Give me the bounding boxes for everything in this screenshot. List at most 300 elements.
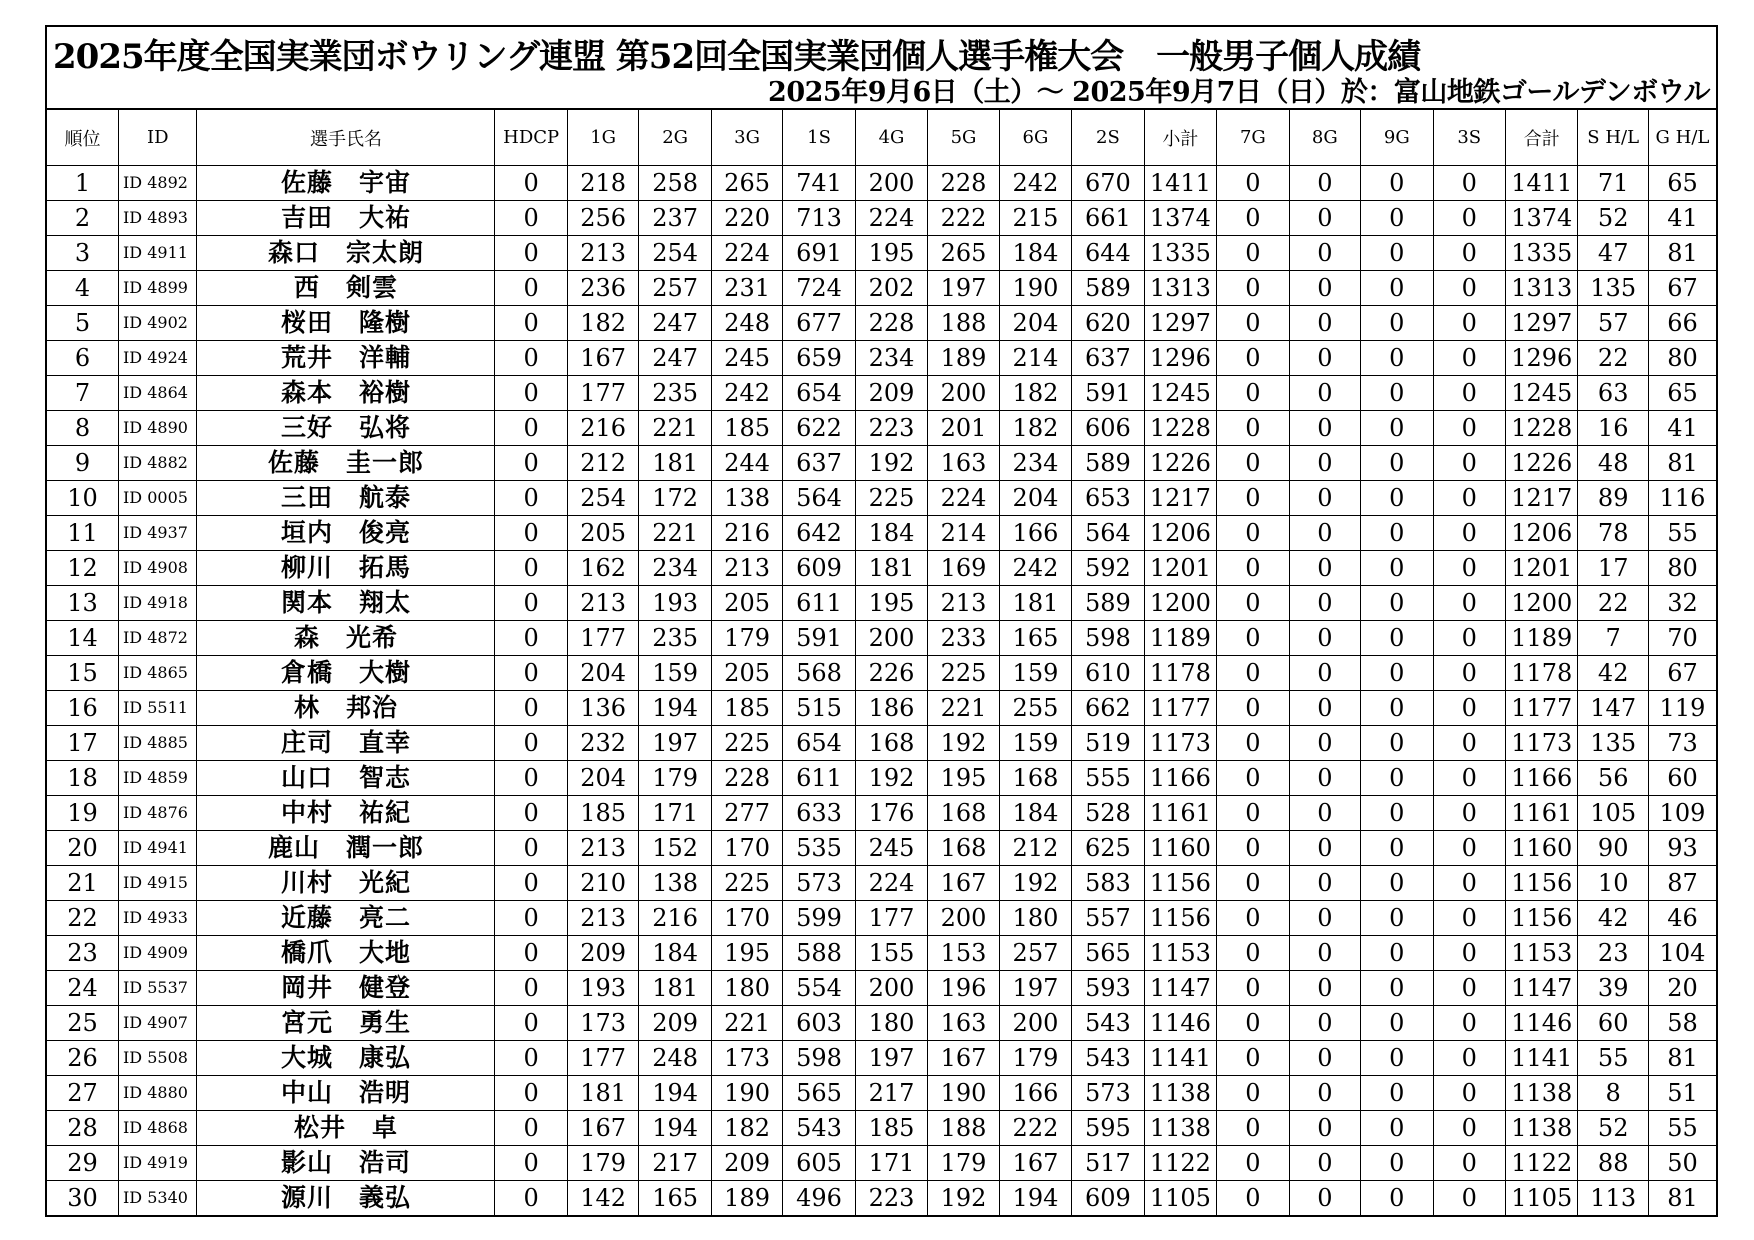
score-cell: 591	[1072, 376, 1144, 411]
score-cell: 153	[928, 936, 999, 971]
score-cell: 606	[1072, 411, 1144, 446]
score-cell: 654	[783, 376, 855, 411]
score-cell: 223	[855, 411, 927, 446]
score-cell: 1178	[1144, 656, 1216, 691]
score-cell: 0	[495, 621, 567, 656]
score-cell: 0	[1289, 761, 1360, 796]
score-cell: 214	[999, 341, 1071, 376]
score-cell: 0	[1217, 866, 1289, 901]
score-cell: 0	[1217, 586, 1289, 621]
score-cell: 142	[567, 1181, 638, 1217]
score-cell: 185	[711, 691, 782, 726]
score-cell: 1166	[1144, 761, 1216, 796]
score-cell: 0	[495, 831, 567, 866]
score-cell: 0	[1361, 656, 1433, 691]
score-cell: 41	[1648, 411, 1717, 446]
score-cell: 189	[928, 341, 999, 376]
rank-cell: 2	[46, 201, 118, 236]
score-cell: 216	[639, 901, 711, 936]
score-cell: 1156	[1144, 866, 1216, 901]
player-name-cell: 山口 智志	[197, 761, 495, 796]
score-cell: 1245	[1506, 376, 1578, 411]
score-cell: 185	[711, 411, 782, 446]
score-cell: 1156	[1506, 866, 1578, 901]
score-cell: 670	[1072, 166, 1144, 201]
score-cell: 81	[1648, 1181, 1717, 1217]
score-cell: 135	[1578, 271, 1648, 306]
score-cell: 0	[495, 446, 567, 481]
score-cell: 0	[495, 376, 567, 411]
score-cell: 136	[567, 691, 638, 726]
page-title: 2025年度全国実業団ボウリング連盟 第52回全国実業団個人選手権大会 一般男子個人成績	[53, 37, 1421, 77]
score-cell: 0	[1217, 236, 1289, 271]
score-cell: 135	[1578, 726, 1648, 761]
score-cell: 228	[855, 306, 927, 341]
table-row	[46, 516, 1717, 551]
score-cell: 1161	[1506, 796, 1578, 831]
score-cell: 0	[1361, 306, 1433, 341]
score-cell: 201	[928, 411, 999, 446]
score-cell: 1189	[1144, 621, 1216, 656]
score-cell: 73	[1648, 726, 1717, 761]
score-cell: 193	[567, 971, 638, 1006]
score-cell: 1147	[1506, 971, 1578, 1006]
header-box	[45, 25, 1718, 108]
score-cell: 213	[711, 551, 782, 586]
score-cell: 235	[639, 376, 711, 411]
score-cell: 0	[1289, 201, 1360, 236]
score-cell: 1411	[1506, 166, 1578, 201]
score-cell: 0	[1217, 166, 1289, 201]
score-cell: 195	[855, 236, 927, 271]
score-cell: 181	[567, 1076, 638, 1111]
score-cell: 67	[1648, 271, 1717, 306]
score-cell: 176	[855, 796, 927, 831]
score-cell: 233	[928, 621, 999, 656]
score-cell: 167	[928, 1041, 999, 1076]
score-cell: 677	[783, 306, 855, 341]
player-id-cell: ID 4864	[118, 376, 197, 411]
score-cell: 163	[928, 1006, 999, 1041]
score-cell: 181	[639, 971, 711, 1006]
score-cell: 535	[783, 831, 855, 866]
score-cell: 0	[1433, 831, 1505, 866]
score-cell: 165	[639, 1181, 711, 1217]
score-cell: 1297	[1144, 306, 1216, 341]
score-cell: 515	[783, 691, 855, 726]
score-cell: 105	[1578, 796, 1648, 831]
score-cell: 1156	[1506, 901, 1578, 936]
score-cell: 194	[639, 1076, 711, 1111]
score-cell: 0	[1433, 1041, 1505, 1076]
score-cell: 0	[495, 411, 567, 446]
score-cell: 212	[567, 446, 638, 481]
player-name-cell: 関本 翔太	[197, 586, 495, 621]
score-cell: 52	[1578, 1111, 1648, 1146]
score-cell: 50	[1648, 1146, 1717, 1181]
score-cell: 0	[1433, 516, 1505, 551]
score-cell: 528	[1072, 796, 1144, 831]
player-id-cell: ID 4937	[118, 516, 197, 551]
score-cell: 0	[1289, 1076, 1360, 1111]
score-cell: 573	[783, 866, 855, 901]
score-cell: 181	[855, 551, 927, 586]
score-cell: 10	[1578, 866, 1648, 901]
score-cell: 0	[495, 271, 567, 306]
score-cell: 248	[711, 306, 782, 341]
score-cell: 1105	[1506, 1181, 1578, 1217]
player-name-cell: 大城 康弘	[197, 1041, 495, 1076]
score-cell: 180	[711, 971, 782, 1006]
score-cell: 0	[1433, 201, 1505, 236]
player-name-cell: 森 光希	[197, 621, 495, 656]
score-cell: 0	[1289, 936, 1360, 971]
table-row	[46, 586, 1717, 621]
score-cell: 564	[1072, 516, 1144, 551]
column-header: 9G	[1361, 109, 1433, 166]
player-id-cell: ID 4890	[118, 411, 197, 446]
score-cell: 0	[1433, 901, 1505, 936]
score-cell: 205	[711, 586, 782, 621]
score-cell: 0	[1289, 831, 1360, 866]
table-row	[46, 726, 1717, 761]
score-cell: 1411	[1144, 166, 1216, 201]
score-cell: 39	[1578, 971, 1648, 1006]
score-cell: 1147	[1144, 971, 1216, 1006]
score-cell: 554	[783, 971, 855, 1006]
score-cell: 232	[567, 726, 638, 761]
score-cell: 0	[1433, 866, 1505, 901]
score-cell: 0	[1217, 446, 1289, 481]
score-cell: 213	[567, 236, 638, 271]
score-cell: 116	[1648, 481, 1717, 516]
rank-cell: 29	[46, 1146, 118, 1181]
player-name-cell: 松井 卓	[197, 1111, 495, 1146]
player-name-cell: 桜田 隆樹	[197, 306, 495, 341]
score-cell: 1217	[1144, 481, 1216, 516]
score-cell: 213	[567, 586, 638, 621]
score-cell: 0	[1433, 761, 1505, 796]
score-cell: 234	[855, 341, 927, 376]
score-cell: 0	[1289, 1111, 1360, 1146]
score-cell: 0	[1433, 376, 1505, 411]
score-cell: 168	[855, 726, 927, 761]
score-cell: 65	[1648, 166, 1717, 201]
score-cell: 1177	[1144, 691, 1216, 726]
table-row	[46, 376, 1717, 411]
score-cell: 0	[1217, 516, 1289, 551]
score-cell: 595	[1072, 1111, 1144, 1146]
score-cell: 605	[783, 1146, 855, 1181]
score-cell: 0	[1361, 236, 1433, 271]
rank-cell: 12	[46, 551, 118, 586]
score-cell: 609	[783, 551, 855, 586]
player-id-cell: ID 4892	[118, 166, 197, 201]
score-cell: 202	[855, 271, 927, 306]
score-cell: 0	[1217, 1041, 1289, 1076]
score-cell: 71	[1578, 166, 1648, 201]
score-cell: 190	[999, 271, 1071, 306]
rank-cell: 14	[46, 621, 118, 656]
score-cell: 0	[495, 1146, 567, 1181]
score-cell: 192	[928, 726, 999, 761]
score-cell: 220	[711, 201, 782, 236]
player-id-cell: ID 4872	[118, 621, 197, 656]
score-cell: 0	[495, 306, 567, 341]
score-cell: 593	[1072, 971, 1144, 1006]
column-header: 順位	[46, 109, 118, 166]
rank-cell: 3	[46, 236, 118, 271]
score-cell: 152	[639, 831, 711, 866]
score-cell: 1122	[1506, 1146, 1578, 1181]
score-cell: 65	[1648, 376, 1717, 411]
score-cell: 609	[1072, 1181, 1144, 1217]
score-cell: 598	[1072, 621, 1144, 656]
score-cell: 0	[1433, 726, 1505, 761]
score-cell: 0	[1217, 796, 1289, 831]
player-id-cell: ID 5340	[118, 1181, 197, 1217]
score-cell: 0	[495, 481, 567, 516]
column-header: 選手氏名	[197, 109, 495, 166]
score-cell: 179	[567, 1146, 638, 1181]
score-cell: 88	[1578, 1146, 1648, 1181]
score-cell: 0	[1361, 1076, 1433, 1111]
score-cell: 197	[639, 726, 711, 761]
score-cell: 611	[783, 586, 855, 621]
score-cell: 200	[855, 621, 927, 656]
score-cell: 543	[783, 1111, 855, 1146]
score-cell: 0	[1433, 341, 1505, 376]
score-cell: 0	[495, 236, 567, 271]
score-cell: 184	[855, 516, 927, 551]
player-id-cell: ID 5537	[118, 971, 197, 1006]
score-cell: 225	[711, 866, 782, 901]
score-cell: 1177	[1506, 691, 1578, 726]
player-name-cell: 庄司 直幸	[197, 726, 495, 761]
score-cell: 565	[1072, 936, 1144, 971]
score-cell: 0	[1433, 936, 1505, 971]
score-cell: 653	[1072, 481, 1144, 516]
score-cell: 119	[1648, 691, 1717, 726]
score-cell: 0	[1433, 1111, 1505, 1146]
score-cell: 217	[855, 1076, 927, 1111]
score-cell: 213	[567, 901, 638, 936]
player-id-cell: ID 4908	[118, 551, 197, 586]
score-cell: 1178	[1506, 656, 1578, 691]
score-cell: 162	[567, 551, 638, 586]
table-row	[46, 1146, 1717, 1181]
score-cell: 0	[1289, 411, 1360, 446]
score-cell: 0	[1433, 691, 1505, 726]
rank-cell: 8	[46, 411, 118, 446]
player-name-cell: 三田 航泰	[197, 481, 495, 516]
score-cell: 0	[1217, 831, 1289, 866]
score-cell: 1138	[1506, 1111, 1578, 1146]
table-row	[46, 936, 1717, 971]
score-cell: 1206	[1506, 516, 1578, 551]
player-id-cell: ID 4876	[118, 796, 197, 831]
player-name-cell: 西 剣雲	[197, 271, 495, 306]
score-cell: 66	[1648, 306, 1717, 341]
score-cell: 216	[711, 516, 782, 551]
table-row	[46, 341, 1717, 376]
score-cell: 0	[1433, 236, 1505, 271]
player-id-cell: ID 4924	[118, 341, 197, 376]
score-cell: 55	[1578, 1041, 1648, 1076]
score-cell: 204	[999, 481, 1071, 516]
score-cell: 1206	[1144, 516, 1216, 551]
player-id-cell: ID 0005	[118, 481, 197, 516]
score-cell: 0	[495, 1076, 567, 1111]
score-cell: 0	[1361, 411, 1433, 446]
table-row	[46, 1111, 1717, 1146]
score-cell: 0	[495, 761, 567, 796]
score-cell: 0	[1217, 271, 1289, 306]
score-cell: 0	[495, 166, 567, 201]
score-cell: 55	[1648, 1111, 1717, 1146]
score-cell: 1166	[1506, 761, 1578, 796]
table-row	[46, 411, 1717, 446]
score-cell: 622	[783, 411, 855, 446]
score-cell: 0	[1217, 936, 1289, 971]
score-cell: 167	[567, 1111, 638, 1146]
score-cell: 22	[1578, 586, 1648, 621]
score-cell: 254	[567, 481, 638, 516]
score-cell: 633	[783, 796, 855, 831]
score-cell: 0	[1289, 866, 1360, 901]
score-cell: 212	[999, 831, 1071, 866]
rank-cell: 20	[46, 831, 118, 866]
score-cell: 93	[1648, 831, 1717, 866]
score-cell: 588	[783, 936, 855, 971]
player-id-cell: ID 4919	[118, 1146, 197, 1181]
score-cell: 7	[1578, 621, 1648, 656]
score-cell: 182	[999, 376, 1071, 411]
column-header: 6G	[999, 109, 1071, 166]
score-cell: 242	[999, 551, 1071, 586]
score-cell: 209	[855, 376, 927, 411]
score-cell: 87	[1648, 866, 1717, 901]
score-cell: 165	[999, 621, 1071, 656]
score-cell: 625	[1072, 831, 1144, 866]
score-cell: 0	[1361, 341, 1433, 376]
column-header: 3G	[711, 109, 782, 166]
score-cell: 265	[928, 236, 999, 271]
score-cell: 204	[999, 306, 1071, 341]
score-cell: 0	[1217, 726, 1289, 761]
score-cell: 200	[928, 376, 999, 411]
score-cell: 0	[1217, 1181, 1289, 1217]
player-name-cell: 森本 裕樹	[197, 376, 495, 411]
score-cell: 0	[1361, 936, 1433, 971]
player-id-cell: ID 4907	[118, 1006, 197, 1041]
table-row	[46, 446, 1717, 481]
score-cell: 0	[1217, 1111, 1289, 1146]
score-cell: 185	[567, 796, 638, 831]
score-cell: 168	[928, 831, 999, 866]
score-cell: 1335	[1144, 236, 1216, 271]
player-id-cell: ID 4909	[118, 936, 197, 971]
score-cell: 242	[999, 166, 1071, 201]
score-cell: 0	[1433, 306, 1505, 341]
score-cell: 228	[711, 761, 782, 796]
score-cell: 0	[1433, 621, 1505, 656]
score-cell: 0	[1361, 551, 1433, 586]
score-cell: 195	[855, 586, 927, 621]
score-cell: 0	[1217, 1006, 1289, 1041]
rank-cell: 16	[46, 691, 118, 726]
table-row	[46, 1006, 1717, 1041]
score-cell: 56	[1578, 761, 1648, 796]
score-cell: 0	[1361, 166, 1433, 201]
score-cell: 0	[1433, 971, 1505, 1006]
player-id-cell: ID 4868	[118, 1111, 197, 1146]
score-cell: 0	[1289, 341, 1360, 376]
score-cell: 0	[495, 936, 567, 971]
score-cell: 1146	[1144, 1006, 1216, 1041]
score-cell: 0	[1433, 446, 1505, 481]
score-cell: 0	[1433, 586, 1505, 621]
score-cell: 193	[639, 586, 711, 621]
score-cell: 194	[639, 691, 711, 726]
score-cell: 194	[639, 1111, 711, 1146]
rank-cell: 28	[46, 1111, 118, 1146]
score-cell: 0	[1289, 1146, 1360, 1181]
column-header: 2G	[639, 109, 711, 166]
score-cell: 173	[711, 1041, 782, 1076]
score-cell: 222	[928, 201, 999, 236]
score-cell: 57	[1578, 306, 1648, 341]
score-cell: 55	[1648, 516, 1717, 551]
score-cell: 200	[928, 901, 999, 936]
score-cell: 724	[783, 271, 855, 306]
score-cell: 1138	[1144, 1076, 1216, 1111]
score-cell: 224	[855, 866, 927, 901]
score-cell: 0	[1289, 656, 1360, 691]
score-cell: 0	[1217, 551, 1289, 586]
score-cell: 564	[783, 481, 855, 516]
score-cell: 1228	[1506, 411, 1578, 446]
score-cell: 209	[639, 1006, 711, 1041]
score-cell: 1153	[1506, 936, 1578, 971]
score-cell: 0	[495, 971, 567, 1006]
score-cell: 1146	[1506, 1006, 1578, 1041]
score-cell: 0	[1433, 1146, 1505, 1181]
score-cell: 0	[495, 1111, 567, 1146]
score-cell: 248	[639, 1041, 711, 1076]
score-cell: 195	[711, 936, 782, 971]
table-row	[46, 656, 1717, 691]
score-cell: 81	[1648, 446, 1717, 481]
score-cell: 0	[1433, 1076, 1505, 1111]
score-cell: 245	[855, 831, 927, 866]
score-cell: 204	[567, 656, 638, 691]
rank-cell: 9	[46, 446, 118, 481]
score-cell: 277	[711, 796, 782, 831]
score-cell: 0	[1217, 901, 1289, 936]
column-header: HDCP	[495, 109, 567, 166]
column-header: ID	[118, 109, 197, 166]
column-header: 5G	[928, 109, 999, 166]
score-cell: 642	[783, 516, 855, 551]
player-id-cell: ID 4882	[118, 446, 197, 481]
score-cell: 235	[639, 621, 711, 656]
score-cell: 179	[639, 761, 711, 796]
score-cell: 231	[711, 271, 782, 306]
score-cell: 205	[711, 656, 782, 691]
score-cell: 244	[711, 446, 782, 481]
score-cell: 0	[1361, 901, 1433, 936]
